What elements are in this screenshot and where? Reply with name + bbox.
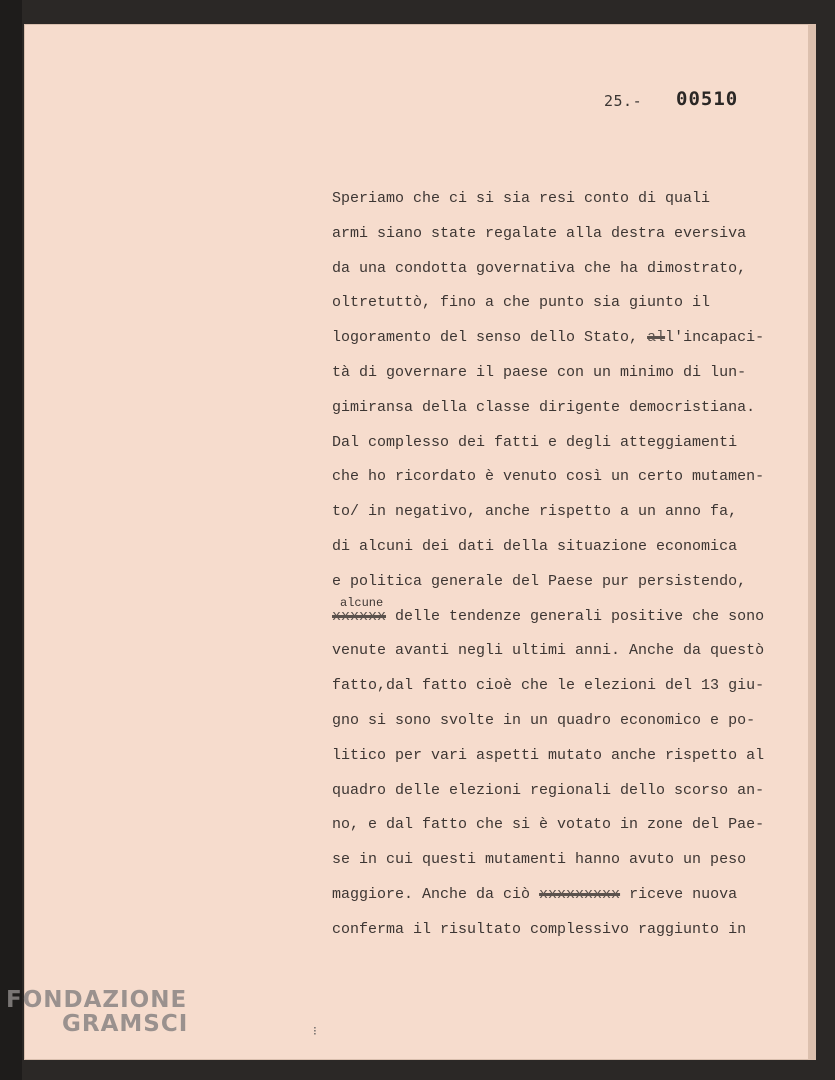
text-line: gimiransa della classe dirigente democristiana. [332,398,756,416]
text-line: e politica generale del Paese pur persistendo, [332,572,747,590]
text-line: armi siano state regalate alla destra eversiva [332,224,747,242]
scan-background [0,0,22,1080]
text-line: litico per vari aspetti mutato anche rispetto al [332,746,765,764]
text-line: di alcuni dei dati della situazione economica [332,537,738,555]
text-fragment: riceve nuova [620,885,738,903]
text-fragment: maggiore. Anche da ciò [332,885,540,903]
text-fragment: logoramento del senso dello Stato, [332,329,648,347]
text-line: tà di governare il paese con un minimo di lun- [332,363,747,381]
struck-text: xxxxxx [332,607,387,625]
struck-text: al [647,329,666,347]
page-number: 25.- [604,92,643,110]
text-line: venute avanti negli ultimi anni. Anche da questò [332,642,765,660]
handwritten-insert: alcune [340,595,384,610]
typewritten-text [332,182,802,948]
struck-text: xxxxxxxxx [539,885,621,903]
text-line: gno si sono svolte in un quadro economico e po- [332,711,756,729]
text-line: Speriamo che ci si sia resi conto di quali [332,190,711,207]
ink-mark: ⁝ [313,1024,317,1038]
text-line: conferma il risultato complessivo raggiunto in [332,920,747,938]
text-line: fatto,dal fatto cioè che le elezioni del 13 giu- [332,677,765,695]
text-line [332,878,802,913]
text-fragment: l'incapaci- [665,329,765,347]
text-line: quadro delle elezioni regionali dello scorso an- [332,781,765,799]
text-line: Dal complesso dei fatti e degli atteggiamenti [332,433,738,451]
watermark-line: FONDAZIONE [6,987,188,1013]
text-line: se in cui questi mutamenti hanno avuto un peso [332,851,747,869]
text-fragment: delle tendenze generali positive che sono [386,607,765,625]
watermark-line: GRAMSCI [62,1011,189,1037]
text-line: to/ in negativo, anche rispetto a un anno fa, [332,503,738,521]
text-line: che ho ricordato è venuto così un certo mutamen- [332,468,765,486]
page-edge [808,24,816,1060]
text-line: da una condotta governativa che ha dimostrato, [332,259,747,277]
document-id-stamp: 00510 [676,88,739,110]
text-line: oltretuttò, fino a che punto sia giunto il [332,294,711,312]
text-line [332,595,802,635]
text-line: no, e dal fatto che si è votato in zone del Pae- [332,816,765,834]
text-line [332,321,802,356]
fondazione-gramsci-watermark [6,988,188,1036]
